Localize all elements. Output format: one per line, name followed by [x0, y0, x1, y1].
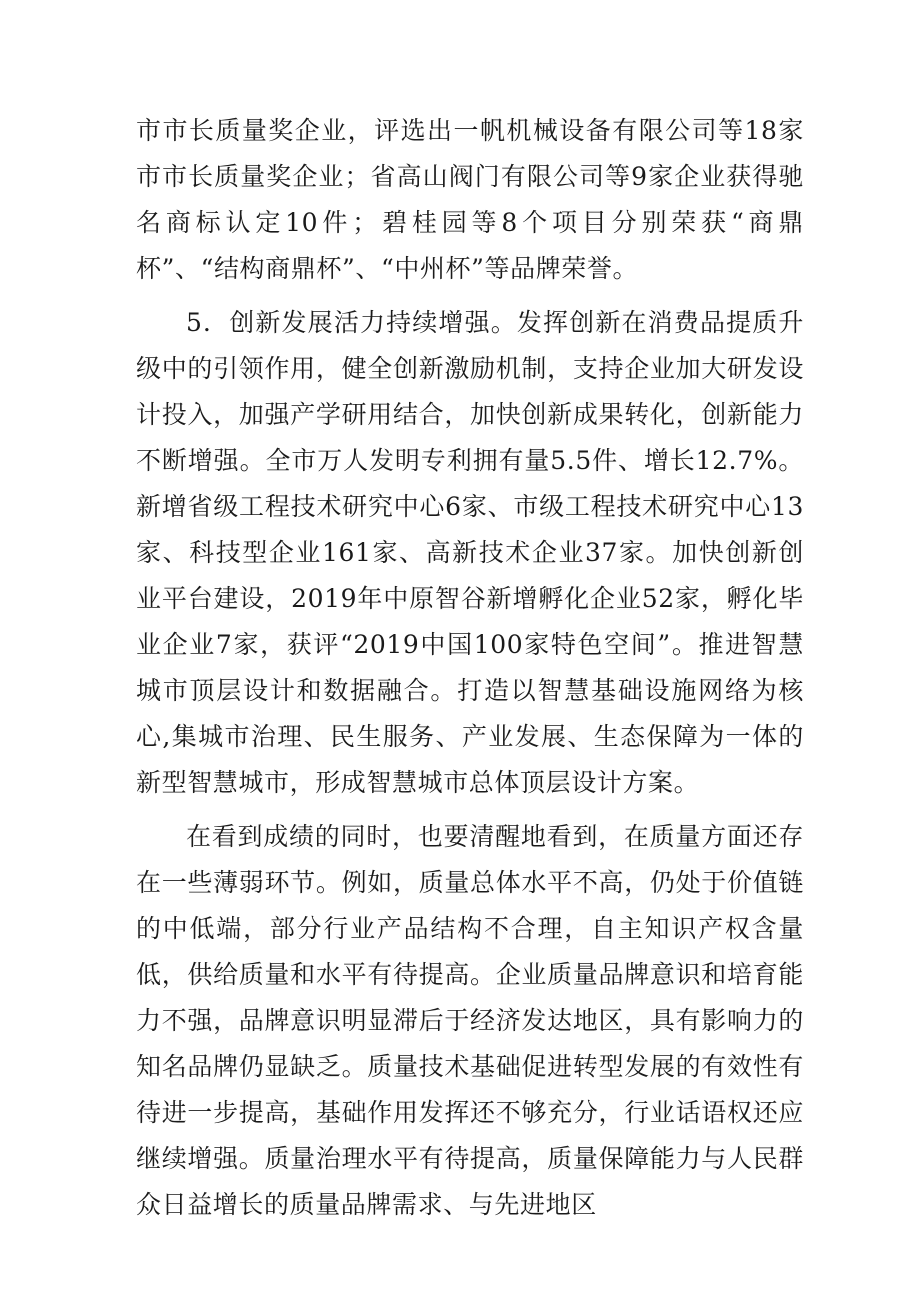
paragraph-innovation-development: 5．创新发展活力持续增强。发挥创新在消费品提质升级中的引领作用，健全创新激励机制，支持企业加大研发设计投入，加强产学研用结合，加快创新成果转化，创新能力不断增强。全市万人发明专利拥有量5.5件、增长12.7%。新增省级工程技术研究中心6家、市级工程技术研究中心13家、科技型企业161家、高新技术企业37家。加快创新创业平台建设，2019年中原智谷新增孵化企业52家，孵化毕业企业7家，获评“2019中国100家特色空间”。推进智慧城市顶层设计和数据融合。打造以智慧基础设施网络为核心,集城市治理、民生服务、产业发展、生态保障为一体的新型智慧城市，形成智慧城市总体顶层设计方案。: [136, 308, 804, 797]
paragraph-weaknesses: 在看到成绩的同时，也要清醒地看到，在质量方面还存在一些薄弱环节。例如，质量总体水平不高，仍处于价值链的中低端，部分行业产品结构不合理，自主知识产权含量低，供给质量和水平有待提高。企业质量品牌意识和培育能力不强，品牌意识明显滞后于经济发达地区，具有影响力的知名品牌仍显缺乏。质量技术基础促进转型发展的有效性有待进一步提高，基础作用发挥还不够充分，行业话语权还应继续增强。质量治理水平有待提高，质量保障能力与人民群众日益增长的质量品牌需求、与先进地区: [136, 822, 804, 1219]
paragraph-quality-awards-continuation: 市市长质量奖企业，评选出一帆机械设备有限公司等18家市市长质量奖企业；省高山阀门有限公司等9家企业获得驰名商标认定10件；碧桂园等8个项目分别荣获“商鼎杯”、“结构商鼎杯”、“中州杯”等品牌荣誉。: [136, 116, 804, 283]
document-body: [136, 108, 804, 1228]
